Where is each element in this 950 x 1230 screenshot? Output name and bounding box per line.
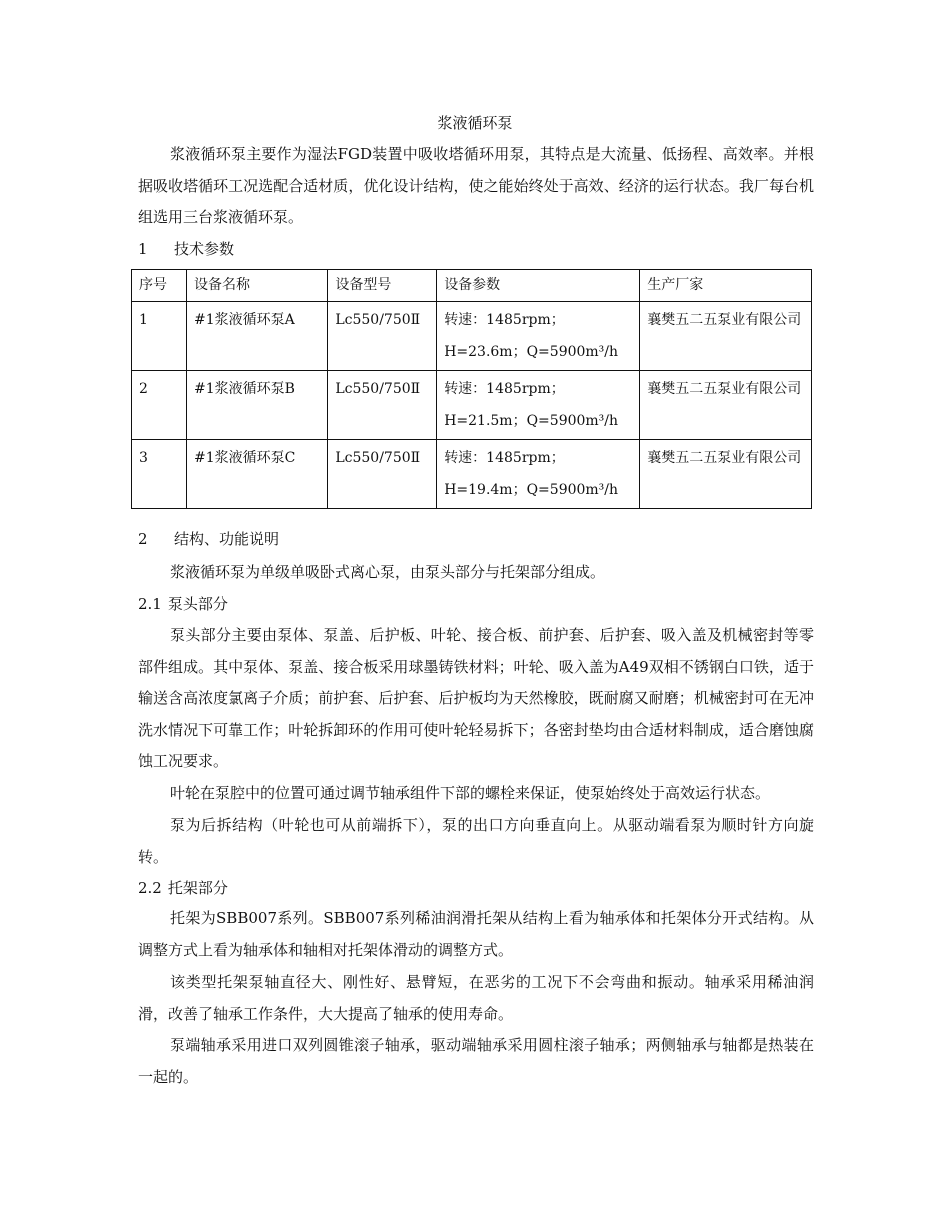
- intro-paragraph: 浆液循环泵主要作为湿法FGD装置中吸收塔循环用泵，其特点是大流量、低扬程、高效率。并根据吸收塔循环工况选配合适材质，优化设计结构，使之能始终处于高效、经济的运行状态。我厂每台机组选用三台浆液循环泵。: [138, 145, 814, 226]
- section-2-1-title: 泵头部分: [167, 595, 228, 613]
- cell-device-name: #1浆液循环泵C: [186, 440, 327, 509]
- section-1-number: 1: [138, 240, 148, 258]
- header-index: 序号: [132, 270, 187, 302]
- section-2-1-paragraph-1: 泵头部分主要由泵体、泵盖、后护板、叶轮、接合板、前护套、后护套、吸入盖及机械密封等零部件组成。其中泵体、泵盖、接合板采用球墨铸铁材料；叶轮、吸入盖为A49双相不锈钢白口铁，适于输送含高浓度氯离子介质；前护套、后护套、后护板均为天然橡胶，既耐腐又耐磨；机械密封可在无冲洗水情况下可靠工作；叶轮拆卸环的作用可使叶轮轻易拆下；各密封垫均由合适材料制成，适合磨蚀腐蚀工况要求。: [138, 626, 814, 770]
- cell-device-name: #1浆液循环泵A: [186, 302, 327, 371]
- cell-device-name: #1浆液循环泵B: [186, 371, 327, 440]
- header-manufacturer: 生产厂家: [640, 270, 812, 302]
- table-row: [132, 302, 812, 371]
- cell-device-model: Lc550/750Ⅱ: [328, 440, 437, 509]
- section-2-2-heading: [138, 877, 814, 899]
- cell-device-model: Lc550/750Ⅱ: [328, 302, 437, 371]
- section-2-1-paragraph-2: 叶轮在泵腔中的位置可通过调节轴承组件下部的螺栓来保证，使泵始终处于高效运行状态。: [170, 784, 771, 802]
- section-2-text: 浆液循环泵为单级单吸卧式离心泵，由泵头部分与托架部分组成。: [170, 563, 606, 581]
- section-2-number: 2: [138, 530, 148, 548]
- cell-index: 1: [132, 302, 187, 371]
- section-2-2-paragraph-1: 托架为SBB007系列。SBB007系列稀油润滑托架从结构上看为轴承体和托架体分开式结构。从调整方式上看为轴承体和轴相对托架体滑动的调整方式。: [138, 909, 814, 959]
- section-2-title: 结构、功能说明: [174, 530, 280, 548]
- section-1-heading: [138, 238, 814, 260]
- cell-manufacturer: 襄樊五二五泵业有限公司: [640, 302, 812, 371]
- cell-index: 2: [132, 371, 187, 440]
- cell-index: 3: [132, 440, 187, 509]
- table-row: [132, 371, 812, 440]
- header-device-model: 设备型号: [328, 270, 437, 302]
- cell-device-params: 转速：1485rpm；H=21.5m；Q=5900m³/h: [437, 371, 640, 440]
- tech-params-table: [131, 269, 812, 509]
- cell-manufacturer: 襄樊五二五泵业有限公司: [640, 371, 812, 440]
- table-row: [132, 440, 812, 509]
- section-2-2-paragraph-2: 该类型托架泵轴直径大、刚性好、悬臂短，在恶劣的工况下不会弯曲和振动。轴承采用稀油润滑，改善了轴承工作条件，大大提高了轴承的使用寿命。: [138, 973, 814, 1023]
- table-header-row: [132, 270, 812, 302]
- section-2-2-paragraph-3: 泵端轴承采用进口双列圆锥滚子轴承，驱动端轴承采用圆柱滚子轴承；两侧轴承与轴都是热装在一起的。: [138, 1036, 814, 1086]
- cell-device-params: 转速：1485rpm；H=19.4m；Q=5900m³/h: [437, 440, 640, 509]
- section-2-heading: [138, 528, 814, 550]
- cell-device-model: Lc550/750Ⅱ: [328, 371, 437, 440]
- cell-device-params: 转速：1485rpm；H=23.6m；Q=5900m³/h: [437, 302, 640, 371]
- section-2-2-number: 2.2: [138, 879, 162, 897]
- section-1-title: 技术参数: [174, 240, 235, 258]
- section-2-1-heading: [138, 593, 814, 615]
- section-2-1-number: 2.1: [138, 595, 162, 613]
- header-device-name: 设备名称: [186, 270, 327, 302]
- section-2-2-title: 托架部分: [167, 879, 228, 897]
- section-2-1-paragraph-3: 泵为后拆结构（叶轮也可从前端拆下），泵的出口方向垂直向上。从驱动端看泵为顺时针方向旋转。: [138, 816, 814, 866]
- header-device-params: 设备参数: [437, 270, 640, 302]
- cell-manufacturer: 襄樊五二五泵业有限公司: [640, 440, 812, 509]
- document-title: 浆液循环泵: [437, 114, 513, 132]
